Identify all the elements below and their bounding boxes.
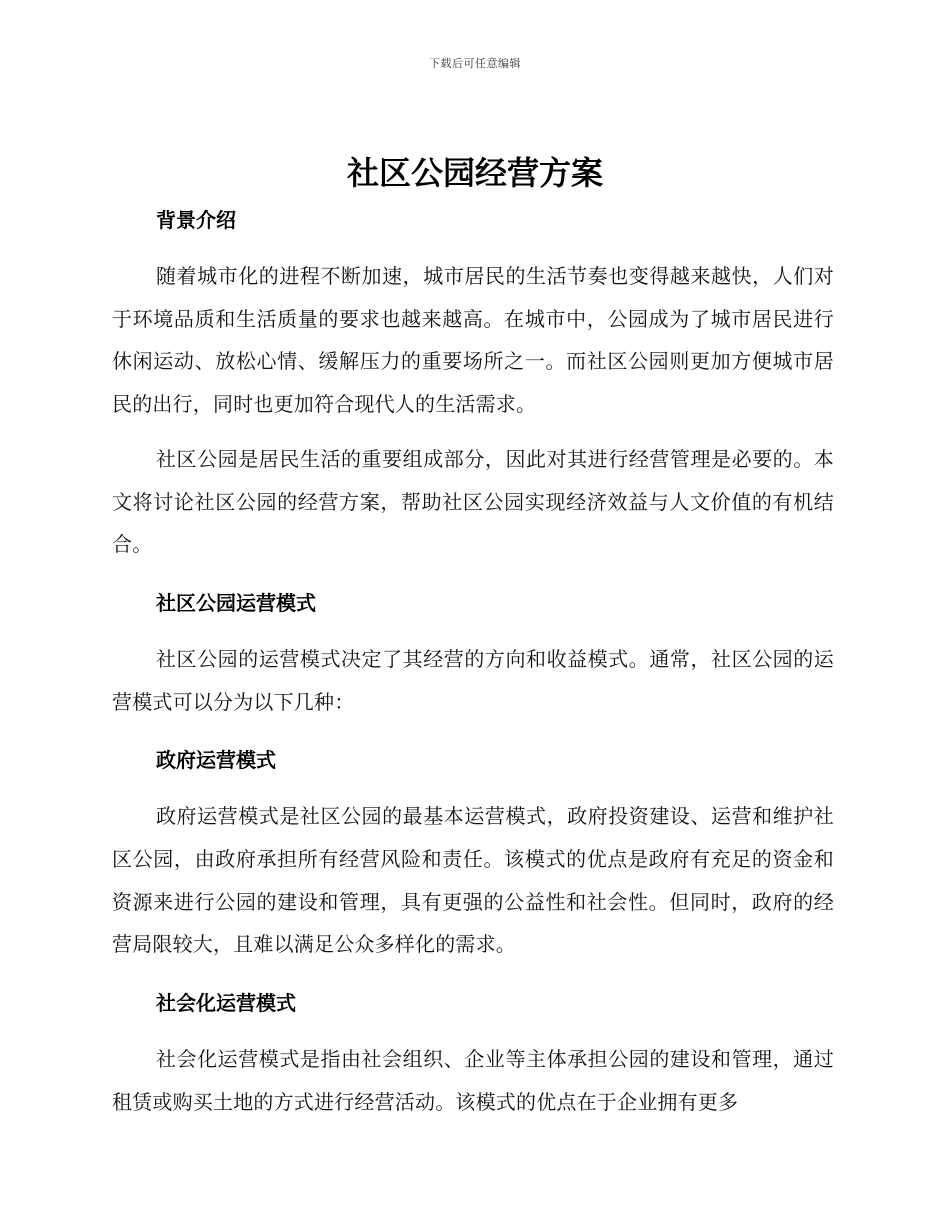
document-title: 社区公园经营方案 <box>346 154 603 192</box>
section-heading-operation-modes: 社区公园运营模式 <box>156 590 316 615</box>
paragraph-operation-modes-1: 社区公园的运营模式决定了其经营的方向和收益模式。通常，社区公园的运营模式可以分为以下几种： <box>112 646 834 714</box>
document-body <box>112 203 834 1124</box>
paragraph-government-mode-1: 政府运营模式是社区公园的最基本运营模式，政府投资建设、运营和维护社区公园，由政府承担所有经营风险和责任。该模式的优点是政府有充足的资金和资源来进行公园的建设和管理，具有更强的公益性和社会性。但同时，政府的经营局限较大，且难以满足公众多样化的需求。 <box>112 804 834 957</box>
paragraph-background-2: 社区公园是居民生活的重要组成部分，因此对其进行经营管理是必要的。本文将讨论社区公园的经营方案，帮助社区公园实现经济效益与人文价值的有机结合。 <box>112 446 834 557</box>
section-heading-background: 背景介绍 <box>156 208 236 232</box>
section-heading-government-mode: 政府运营模式 <box>156 748 276 773</box>
header-note: 下载后可任意编辑 <box>429 57 521 70</box>
paragraph-social-mode-1: 社会化运营模式是指由社会组织、企业等主体承担公园的建设和管理，通过租赁或购买土地的方式进行经营活动。该模式的优点在于企业拥有更多 <box>112 1047 834 1114</box>
section-heading-social-mode: 社会化运营模式 <box>156 991 296 1016</box>
paragraph-background-1: 随着城市化的进程不断加速，城市居民的生活节奏也变得越来越快，人们对于环境品质和生活质量的要求也越来越高。在城市中，公园成为了城市居民进行休闲运动、放松心情、缓解压力的重要场所之一。而社区公园则更加方便城市居民的出行，同时也更加符合现代人的生活需求。 <box>112 264 834 417</box>
